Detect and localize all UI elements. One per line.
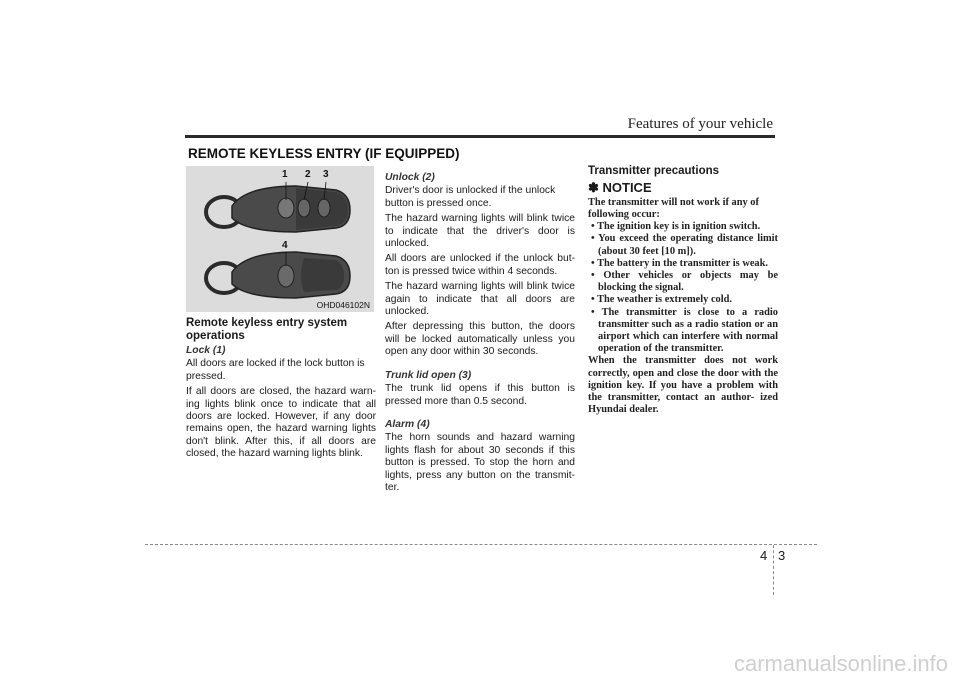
watermark: carmanualsonline.info [733, 651, 948, 676]
col3-heading: Transmitter precautions [588, 165, 720, 177]
unlock-button [298, 199, 310, 217]
lock-paragraph-1: All doors are locked if the lock button is pressed. [186, 358, 365, 382]
header-rule [185, 135, 775, 138]
lock-title: Lock (1) [186, 345, 226, 356]
unlock-paragraph-5: After depressing this button, the doors will be locked automatically unless you open any door within 30 seconds. [385, 321, 575, 358]
header-title: Features of your vehicle [627, 116, 773, 132]
list-item: • The weather is extremely cold. [588, 294, 778, 306]
notice-list [588, 221, 778, 355]
figure-code: OHD046102N [316, 300, 370, 310]
unlock-paragraph-4: The hazard warning lights will blink twice again to indicate that all doors are unlocked. [385, 281, 575, 318]
col1-heading: Remote keyless entry system operations [186, 317, 348, 342]
lock-paragraph-2: If all doors are closed, the hazard warn- ing lights blink once to indicate that all doors are locked. However, if any door remains open, the hazard warning lights don't blink. After this, if all doors are closed, the hazard warning lights blink. [186, 386, 376, 460]
unlock-title: Unlock (2) [385, 172, 435, 183]
list-item: • The battery in the transmitter is weak. [588, 258, 778, 270]
list-item: • Other vehicles or objects may be blocking the signal. [588, 270, 778, 294]
fig-label-1: 1 [282, 169, 288, 180]
lock-button [278, 198, 294, 218]
trunk-paragraph-1: The trunk lid opens if this button is pressed more than 0.5 second. [385, 383, 575, 407]
fig-label-3: 3 [323, 169, 329, 180]
notice-closing: When the transmitter does not work correctly, open and close the door with the ignition key. If you have a problem with the transmitter, contact an author- ized Hyundai dealer. [588, 355, 778, 416]
column-1 [186, 317, 376, 464]
page-number: 3 [778, 548, 786, 563]
trunk-button [318, 199, 330, 217]
unlock-paragraph-2: The hazard warning lights will blink twice to indicate that the driver's door is unlocked. [385, 213, 575, 250]
alarm-paragraph-1: The horn sounds and hazard warning lights flash for about 30 seconds if this button is pressed. To stop the horn and lights, press any button on the transmit- ter. [385, 432, 575, 493]
list-item: • The transmitter is close to a radio transmitter such as a radio station or an airport which can interfere with normal operation of the transmitter. [588, 307, 778, 356]
column-2 [385, 172, 575, 497]
footer-rule [145, 544, 817, 545]
list-item: • The ignition key is in ignition switch. [588, 221, 778, 233]
trunk-title: Trunk lid open (3) [385, 369, 472, 381]
fig-label-2: 2 [305, 169, 311, 180]
key-fob-illustration [186, 166, 374, 312]
key-fob-figure [186, 166, 374, 312]
page-divider [773, 545, 774, 595]
fob-end-bottom [301, 258, 344, 292]
list-item: • You exceed the operating distance limit (about 30 feet [10 m]). [588, 233, 778, 257]
fig-label-4: 4 [282, 240, 288, 251]
section-title: REMOTE KEYLESS ENTRY (IF EQUIPPED) [188, 146, 460, 161]
column-3 [588, 165, 778, 419]
chapter-number: 4 [760, 548, 768, 563]
unlock-paragraph-1: Driver's door is unlocked if the unlock button is pressed once. [385, 185, 556, 209]
unlock-paragraph-3: All doors are unlocked if the unlock but- ton is pressed twice within 4 seconds. [385, 253, 575, 277]
alarm-title: Alarm (4) [385, 418, 430, 430]
notice-intro: The transmitter will not work if any of following occur: [588, 196, 759, 221]
alarm-button [278, 265, 294, 287]
notice-title: ✽ NOTICE [588, 180, 652, 196]
